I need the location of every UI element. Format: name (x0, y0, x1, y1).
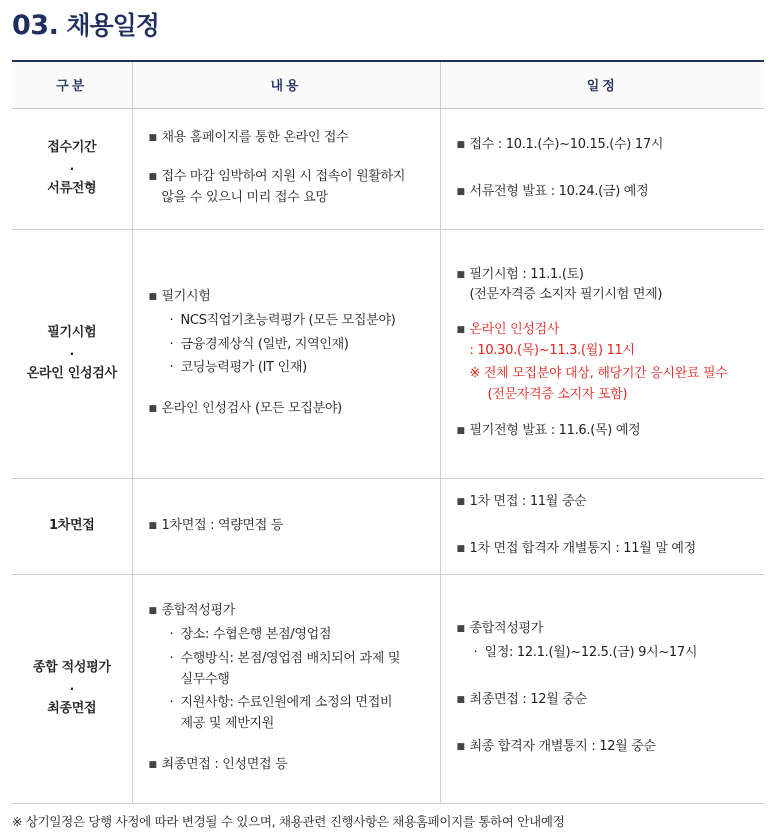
middle-dot-icon: · (69, 346, 74, 361)
square-bullet-icon: ■ (456, 139, 465, 150)
middle-dot-icon: · (169, 312, 174, 328)
row-schedule (440, 574, 764, 803)
sub-list-item: · 일정: 12.1.(월)~12.5.(금) 9시~17시 (457, 643, 751, 664)
sub-list-item: · NCS직업기초능력평가 (모든 모집분야) (149, 311, 426, 332)
section-heading: 채용일정 (66, 11, 159, 40)
middle-dot-icon: · (169, 627, 174, 642)
category-label: 종합 적성평가 (32, 659, 111, 675)
square-bullet-icon: ■ (456, 426, 465, 437)
list-item: ■ 1차 면접 합격자 개별통지 : 11월 말 예정 (457, 539, 751, 560)
middle-dot-icon: · (169, 336, 174, 352)
list-item: ■ 서류전형 발표 : 10.24.(금) 예정 (457, 182, 751, 203)
list-item: ■ 종합적성평가 (457, 619, 751, 640)
row-schedule (440, 108, 764, 229)
row-schedule (440, 229, 764, 478)
square-bullet-icon: ■ (148, 520, 157, 531)
list-item: ■ 접수 마감 임박하여 지원 시 접속이 원활하지 않을 수 있으니 미리 접수 요망 (148, 169, 406, 205)
row-category (12, 478, 132, 574)
sub-list-item: · 지원사항: 수료인원에게 소정의 면접비 제공 및 제반지원 (149, 693, 426, 735)
row-category (12, 108, 132, 229)
sub-list-item: · 코딩능력평가 (IT 인재) (149, 358, 426, 379)
list-item: ■ 최종면접 : 12월 중순 (457, 690, 751, 711)
list-item: ■ 필기시험 : 11.1.(토) (전문자격증 소지자 필기시험 면제) (456, 266, 663, 303)
list-item: ■ 채용 홈페이지를 통한 온라인 접수 (149, 128, 426, 149)
square-bullet-icon: ■ (456, 269, 465, 280)
sub-list-item: · 장소: 수협은행 본점/영업점 (149, 625, 426, 646)
middle-dot-icon: · (473, 645, 478, 661)
list-item: ■ 종합적성평가 (149, 601, 426, 622)
list-item: ■ 최종 합격자 개별통지 : 12월 중순 (457, 737, 751, 758)
list-item: ■ 필기전형 발표 : 11.6.(목) 예정 (457, 421, 751, 442)
square-bullet-icon: ■ (456, 544, 465, 554)
middle-dot-icon: · (69, 681, 74, 696)
table-header-row (12, 61, 764, 108)
table-row (12, 229, 764, 478)
schedule-table (12, 60, 764, 804)
row-content (132, 574, 440, 803)
square-bullet-icon: ■ (456, 325, 465, 336)
square-bullet-icon: ■ (148, 606, 157, 616)
category-label: 접수기간 (47, 139, 97, 155)
column-header-category: 구분 (12, 61, 132, 108)
category-label: 1차면접 (48, 517, 95, 533)
square-bullet-icon: ■ (148, 404, 157, 415)
category-label: 서류전형 (47, 180, 97, 196)
list-item: ■ 필기시험 (149, 287, 426, 308)
square-bullet-icon: ■ (148, 133, 157, 144)
square-bullet-icon: ■ (456, 741, 465, 752)
column-header-schedule: 일정 (440, 61, 764, 108)
middle-dot-icon: · (169, 360, 174, 376)
category-label: 필기시험 (47, 324, 97, 340)
row-category (12, 574, 132, 803)
section-number: 03. (12, 10, 59, 41)
square-bullet-icon: ■ (456, 186, 465, 197)
row-category (12, 229, 132, 478)
list-item: ■ 1차면접 : 역량면접 등 (149, 516, 426, 537)
square-bullet-icon: ■ (456, 694, 465, 705)
row-schedule (440, 478, 764, 574)
middle-dot-icon: · (169, 695, 174, 711)
square-bullet-icon: ■ (148, 291, 157, 302)
sub-list-item: · 금융경제상식 (일반, 지역인재) (149, 335, 426, 356)
list-item: ■ 온라인 인성검사 (모든 모집분야) (149, 399, 426, 420)
list-item: ■ 1차 면접 : 11월 중순 (457, 492, 751, 513)
category-label: 최종면접 (47, 700, 97, 716)
list-item: ■ 최종면접 : 인성면접 등 (149, 755, 426, 776)
square-bullet-icon: ■ (456, 497, 465, 507)
sub-list-item: · 수행방식: 본점/영업점 배치되어 과제 및 실무수행 (149, 649, 426, 691)
table-row (12, 108, 764, 229)
square-bullet-icon: ■ (148, 759, 157, 770)
table-row (12, 478, 764, 574)
list-item: ■ 접수 : 10.1.(수)~10.15.(수) 17시 (457, 135, 751, 156)
category-label: 온라인 인성검사 (26, 365, 117, 381)
table-row (12, 574, 764, 803)
row-content (132, 229, 440, 478)
notice-text: ※ 전체 모집분야 대상, 해당기간 응시완료 필수 (469, 365, 728, 381)
row-content (132, 108, 440, 229)
column-header-content: 내용 (132, 61, 440, 108)
footnote: ※ 상기일정은 당행 사정에 따라 변경될 수 있으며, 채용관련 진행사항은 채용홈페이지를 통하여 안내예정 (12, 814, 565, 829)
list-item: ■ 온라인 인성검사 : 10.30.(목)~11.3.(월) 11시 (456, 322, 635, 358)
square-bullet-icon: ■ (456, 624, 465, 635)
square-bullet-icon: ■ (148, 172, 157, 183)
row-content (132, 478, 440, 574)
notice-text: (전문자격증 소지자 포함) (487, 386, 628, 402)
middle-dot-icon: · (169, 650, 174, 666)
middle-dot-icon: · (69, 161, 74, 176)
section-title (12, 6, 159, 46)
